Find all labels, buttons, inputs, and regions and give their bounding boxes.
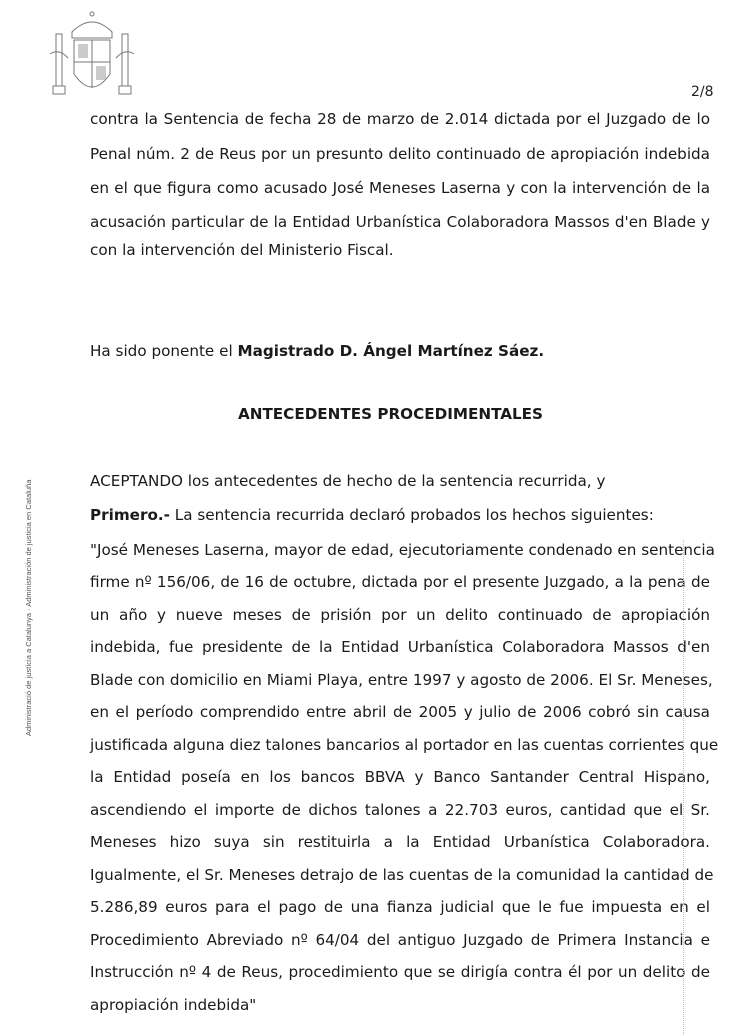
accepting-line: ACEPTANDO los antecedentes de hecho de la sentencia recurrida, y: [90, 472, 606, 490]
facts-line: Igualmente, el Sr. Meneses detrajo de las cuentas de la comunidad la cantidad de: [90, 866, 714, 884]
facts-line: la Entidad poseía en los bancos BBVA y Banco Santander Central Hispano,: [90, 768, 710, 786]
facts-line: Meneses hizo suya sin restituirla a la Entidad Urbanística Colaboradora.: [90, 833, 710, 851]
scan-artifact-line: [683, 540, 684, 1035]
ponente-name: Magistrado D. Ángel Martínez Sáez.: [237, 342, 545, 360]
facts-line: apropiación indebida": [90, 996, 257, 1014]
facts-line: indebida, fue presidente de la Entidad Urbanística Colaboradora Massos d'en: [90, 638, 710, 656]
facts-line: firme nº 156/06, de 16 de octubre, dictada por el presente Juzgado, a la pena de: [90, 573, 710, 591]
section-heading: ANTECEDENTES PROCEDIMENTALES: [237, 405, 543, 423]
facts-line: justificada alguna diez talones bancarios al portador en las cuentas corrientes que: [90, 736, 719, 754]
facts-line: ascendiendo el importe de dichos talones a 22.703 euros, cantidad que el Sr.: [90, 801, 710, 819]
ponente-line: [90, 342, 710, 360]
facts-line: Instrucción nº 4 de Reus, procedimiento que se dirigía contra él por un delito de: [90, 963, 710, 981]
page-number: 2/8: [691, 84, 714, 100]
intro-line: acusación particular de la Entidad Urbanística Colaboradora Massos d'en Blade y: [90, 213, 710, 231]
facts-line: un año y nueve meses de prisión por un delito continuado de apropiación: [90, 606, 710, 624]
primero-label: Primero.-: [90, 506, 170, 524]
ponente-prefix: Ha sido ponente el: [90, 342, 238, 360]
intro-line: Penal núm. 2 de Reus por un presunto delito continuado de apropiación indebida: [90, 145, 710, 163]
facts-line: 5.286,89 euros para el pago de una fianza judicial que le fue impuesta en el: [90, 898, 710, 916]
facts-line: en el período comprendido entre abril de 2005 y julio de 2006 cobró sin causa: [90, 703, 710, 721]
intro-line: con la intervención del Ministerio Fiscal.: [90, 241, 394, 259]
primero-line: [90, 506, 710, 524]
side-margin-note: Administració de justícia a Catalunya · Administración de justicia en Cataluña: [24, 479, 33, 736]
primero-text: La sentencia recurrida declaró probados los hechos siguientes:: [169, 506, 654, 524]
facts-line: Blade con domicilio en Miami Playa, entre 1997 y agosto de 2006. El Sr. Meneses,: [90, 671, 713, 689]
intro-line: en el que figura como acusado José Meneses Laserna y con la intervención de la: [90, 179, 710, 197]
intro-line: contra la Sentencia de fecha 28 de marzo de 2.014 dictada por el Juzgado de lo: [90, 110, 710, 128]
coat-of-arms-icon: [42, 4, 142, 104]
facts-line: "José Meneses Laserna, mayor de edad, ejecutoriamente condenado en sentencia: [90, 541, 715, 559]
facts-line: Procedimiento Abreviado nº 64/04 del antiguo Juzgado de Primera Instancia e: [90, 931, 710, 949]
